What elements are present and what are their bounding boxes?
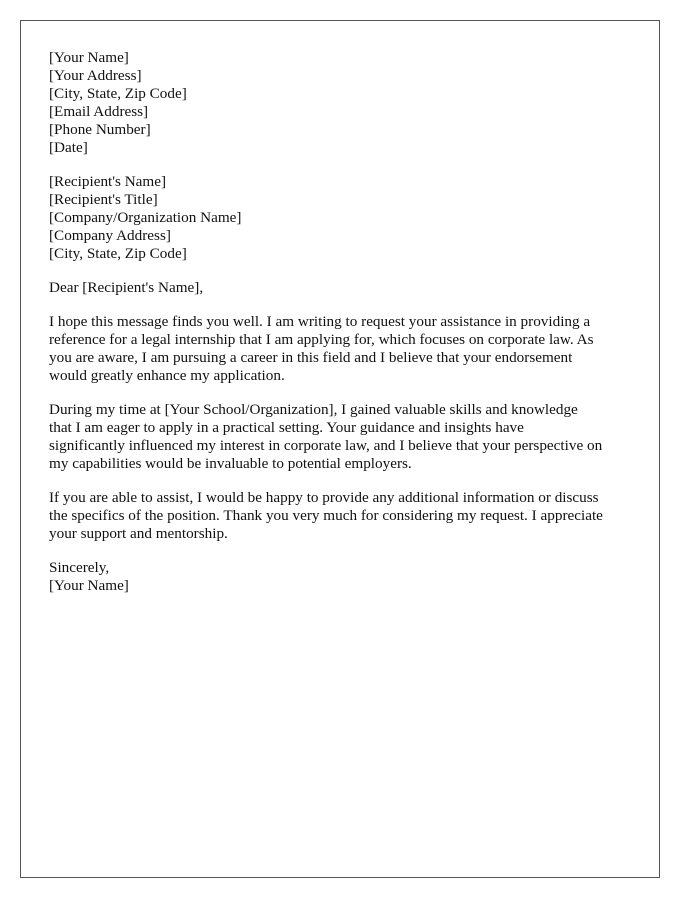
recipient-company: [Company/Organization Name] <box>49 209 242 226</box>
greeting <box>49 279 639 297</box>
sender-phone: [Phone Number] <box>49 121 151 138</box>
paragraph-line: your support and mentorship. <box>49 525 228 542</box>
signature: [Your Name] <box>49 577 129 594</box>
sender-block <box>49 49 639 157</box>
paragraph-line: significantly influenced my interest in corporate law, and I believe that your perspective on <box>49 437 603 454</box>
paragraph-line: the specifics of the position. Thank you very much for considering my request. I appreciate <box>49 507 603 524</box>
letter-body <box>49 49 639 611</box>
sender-email: [Email Address] <box>49 103 149 120</box>
paragraph-3 <box>49 489 639 543</box>
letter-date: [Date] <box>49 139 88 156</box>
paragraph-line: that I am eager to apply in a practical setting. Your guidance and insights have <box>49 419 524 436</box>
closing-block <box>49 559 639 595</box>
paragraph-1 <box>49 313 639 385</box>
paragraph-line: you are aware, I am pursuing a career in this field and I believe that your endorsement <box>49 349 573 366</box>
paragraph-2 <box>49 401 639 473</box>
recipient-city-state-zip: [City, State, Zip Code] <box>49 245 187 262</box>
sender-city-state-zip: [City, State, Zip Code] <box>49 85 187 102</box>
paragraph-line: reference for a legal internship that I am applying for, which focuses on corporate law. As <box>49 331 594 348</box>
recipient-block <box>49 173 639 263</box>
paragraph-line: I hope this message finds you well. I am writing to request your assistance in providing a <box>49 313 591 330</box>
greeting-line: Dear [Recipient's Name], <box>49 279 204 296</box>
sender-address: [Your Address] <box>49 67 142 84</box>
recipient-name: [Recipient's Name] <box>49 173 167 190</box>
sender-name: [Your Name] <box>49 49 129 66</box>
paragraph-line: If you are able to assist, I would be happy to provide any additional information or discuss <box>49 489 599 506</box>
recipient-title: [Recipient's Title] <box>49 191 158 208</box>
letter-page <box>20 20 660 878</box>
paragraph-line: my capabilities would be invaluable to potential employers. <box>49 455 412 472</box>
paragraph-line: During my time at [Your School/Organization], I gained valuable skills and knowledge <box>49 401 578 418</box>
valediction: Sincerely, <box>49 559 110 576</box>
paragraph-line: would greatly enhance my application. <box>49 367 285 384</box>
recipient-address: [Company Address] <box>49 227 171 244</box>
